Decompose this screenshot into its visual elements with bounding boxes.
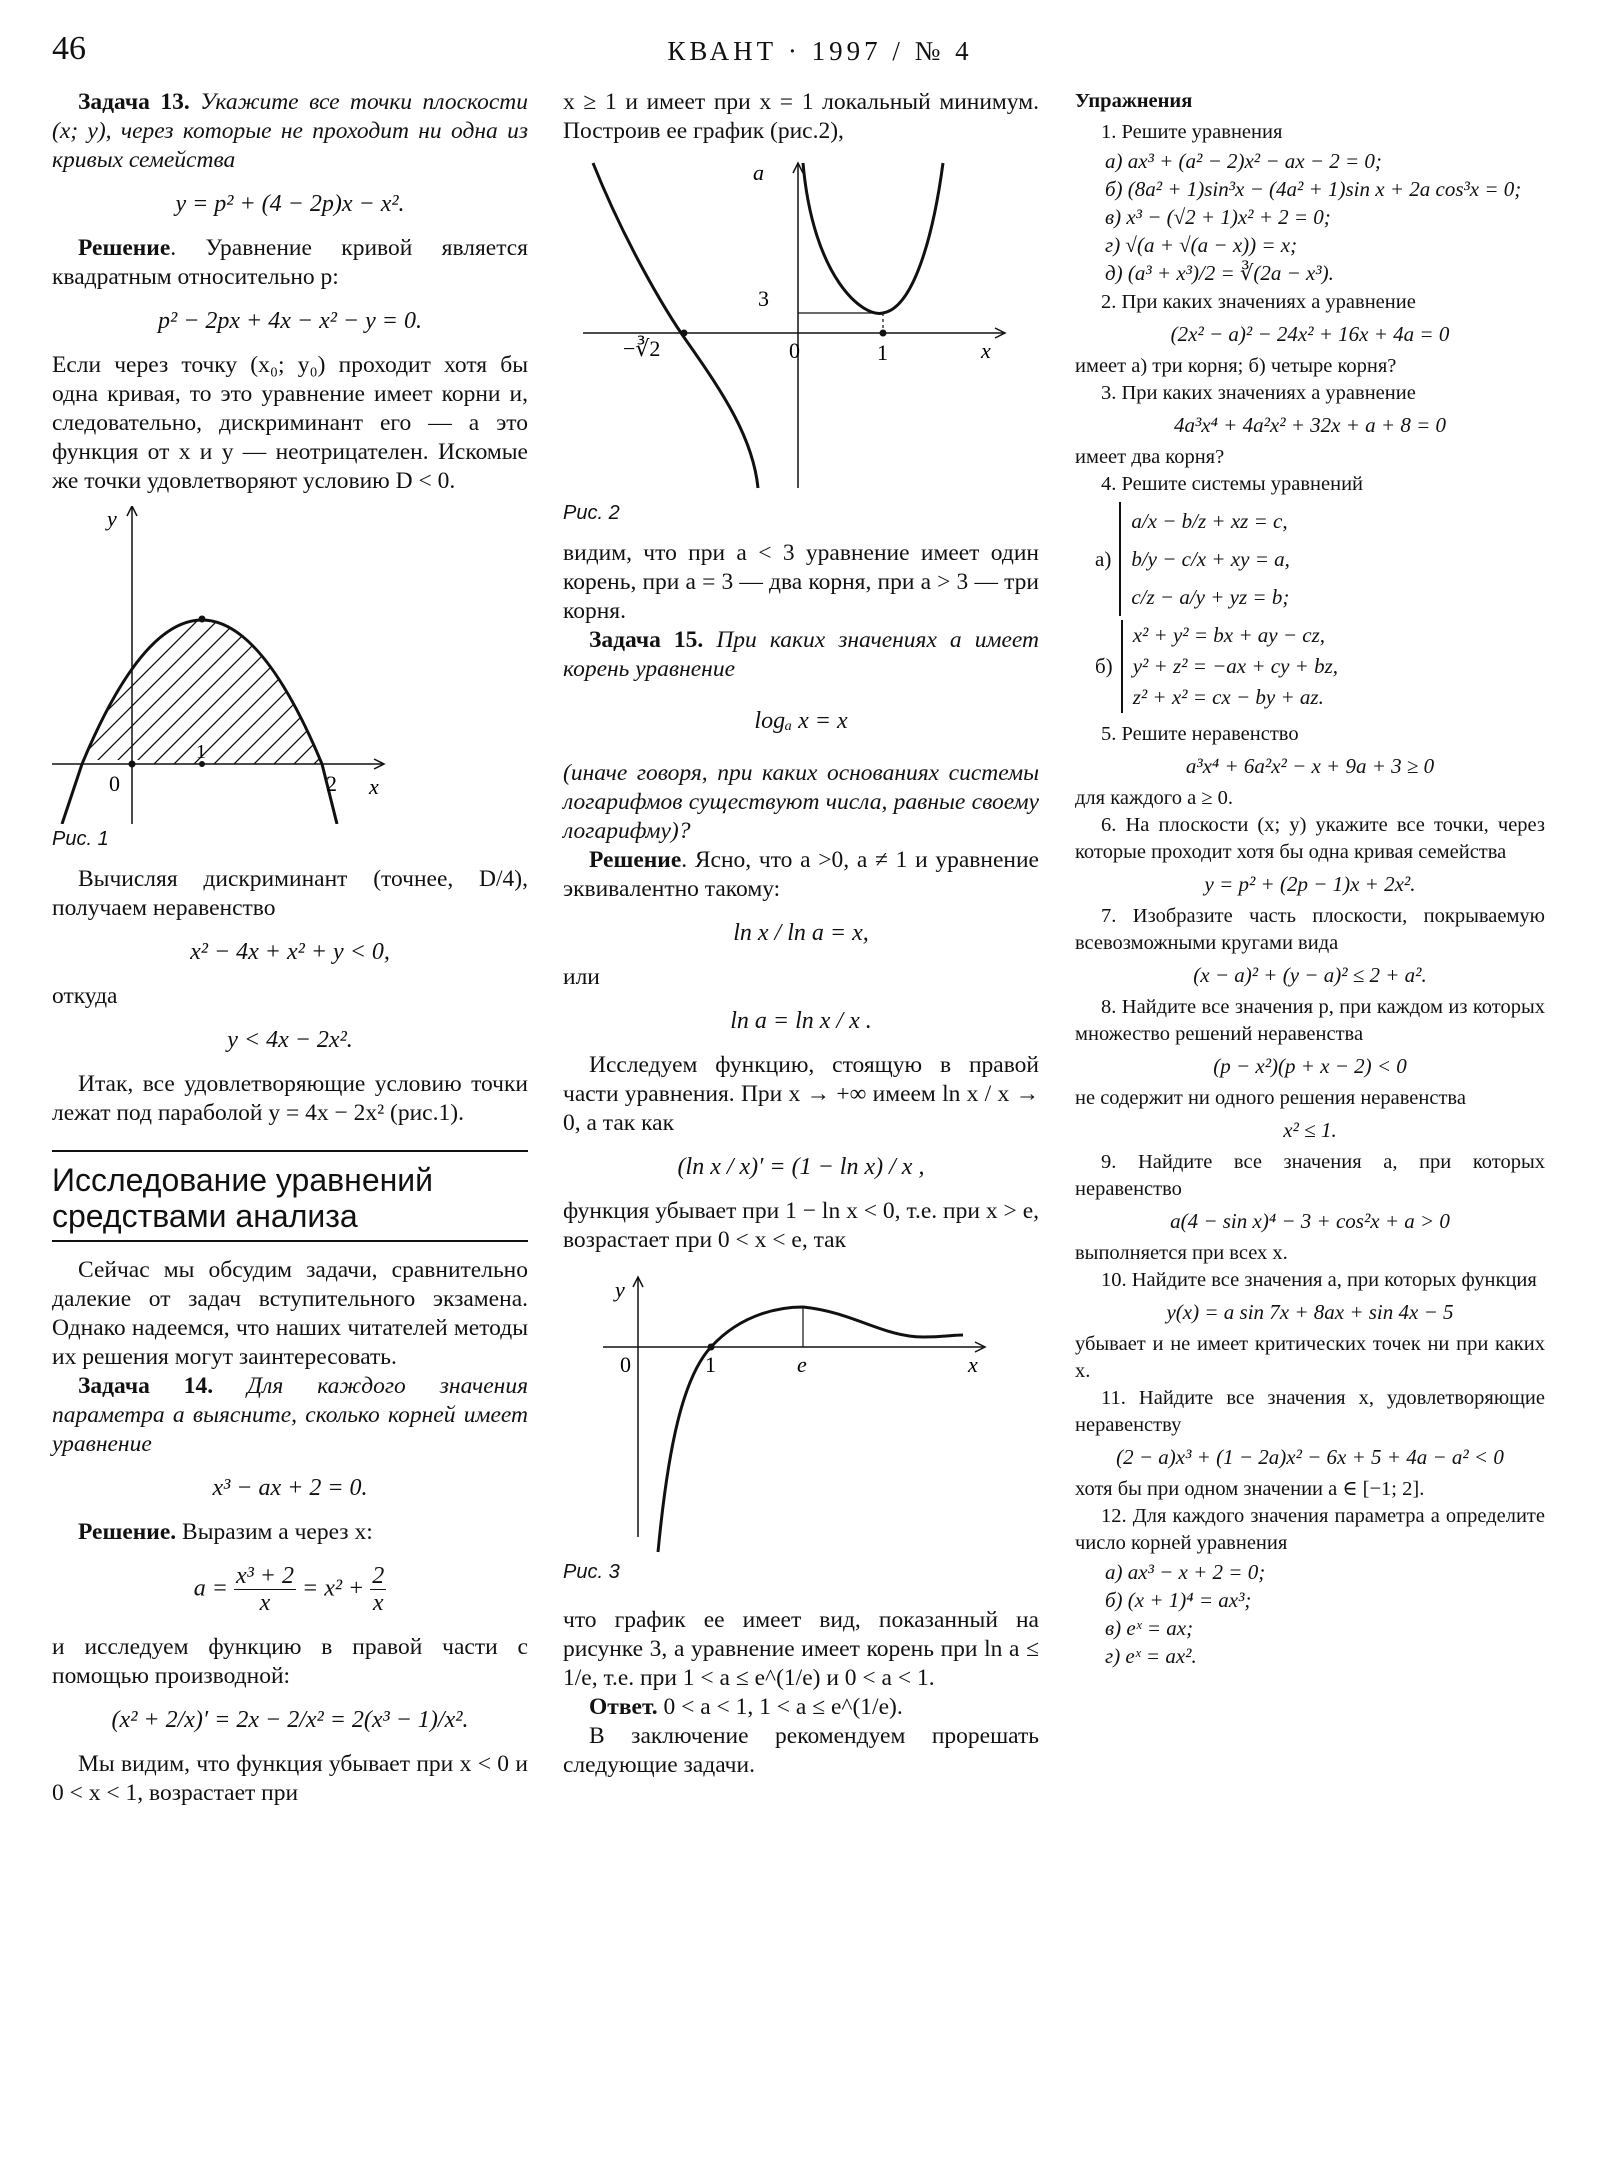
paragraph: видим, что при a < 3 уравнение имеет один корень, при a = 3 — два корня, при a > 3 — три корня. [563,540,1039,624]
tick-one: 1 [705,1352,716,1377]
figure-3-caption: Рис. 3 [563,1561,620,1583]
tick-two: 2 [326,771,337,796]
paragraph: (иначе говоря, при каких основаниях системы логарифмов существуют числа, равные своему логарифму)? [563,760,1039,844]
exercise-1: 1. Решите уравнения [1101,121,1283,143]
x-label: x [369,774,379,799]
equation: x² − 4x + x² + y < 0, [190,939,390,965]
y-label: y [615,1277,625,1302]
equation: (2 − a)x³ + (1 − 2a)x² − 6x + 5 + 4a − a² < 0 [1116,1445,1504,1469]
column-1 [52,88,528,1808]
equation: а) ax³ − x + 2 = 0; [1105,1560,1266,1584]
system-line: x² + y² = bx + ay − cz, [1132,623,1325,647]
system-a: а) a/x − b/z + xz = c, b/y − c/x + xy = a, c/z − a/y + yz = b; [1095,502,1545,616]
page-number: 46 [52,30,86,67]
tick-zero: 0 [789,338,800,363]
origin-dot [129,761,136,768]
equation: p² − 2px + 4x − x² − y = 0. [158,308,422,334]
tick-one: 1 [877,340,888,365]
system-line: b/y − c/x + xy = a, [1131,547,1290,571]
parabola-tails [62,764,337,824]
exercise-2: 2. При каких значениях a уравнение [1101,291,1416,313]
tick-neg: −∛2 [623,336,661,361]
figure-3 [563,1267,1039,1557]
equation: y = p² + (4 − 2p)x − x². [175,191,405,217]
equation: б) (x + 1)⁴ = ax³; [1105,1588,1252,1612]
paragraph: x ≥ 1 и имеет при x = 1 локальный минимум. Построив ее график (рис.2), [563,89,1039,144]
exercise-11: 11. Найдите все значения x, удовлетворяющие неравенству [1075,1387,1545,1436]
problem-14: Задача 14. Для каждого значения параметра a выясните, сколько корней имеет уравнение [52,1373,529,1457]
exercise-12: 12. Для каждого значения параметра a определите число корней уравнения [1075,1505,1545,1554]
problem-13: Задача 13. Укажите все точки плоскости (x; y), через которые не проходит ни одна из кривых семейства [52,89,529,173]
equation: (ln x / x)′ = (1 − ln x) / x , [677,1154,925,1180]
equation: г) eˣ = ax². [1105,1644,1197,1668]
equation: ln x / ln a = x, [733,920,869,946]
tick-zero: 0 [109,771,120,796]
left-branch [593,163,758,488]
equation: y = p² + (2p − 1)x + 2x². [1204,872,1416,896]
root-dot [708,1344,715,1351]
paragraph: В заключение рекомендуем прорешать следующие задачи. [563,1723,1039,1778]
exercise-text: убывает и не имеет критических точек ни при каких x. [1075,1333,1545,1382]
equation: (x − a)² + (y − a)² ≤ 2 + a². [1193,963,1427,987]
exercise-text: выполняется при всех x. [1075,1242,1288,1264]
equation: logₐ x = x [754,708,848,734]
equation: а) ax³ + (a² − 2)x² − ax − 2 = 0; [1105,149,1382,173]
equation: y(x) = a sin 7x + 8ax + sin 4x − 5 [1166,1300,1454,1324]
equation: x² ≤ 1. [1283,1118,1337,1142]
exercise-6: 6. На плоскости (x; y) укажите все точки, через которые проходит хотя бы одна кривая семейства [1075,814,1545,863]
figure-1-caption: Рис. 1 [52,828,109,850]
equation: г) √(a + √(a − x)) = x; [1105,233,1298,257]
journal-title: КВАНТ · 1997 / № 4 [667,36,973,66]
figure-2-caption: Рис. 2 [563,502,620,524]
x-label: x [981,338,991,363]
solution-14: Решение. Выразим a через x: [78,1519,373,1545]
system-b: б) x² + y² = bx + ay − cz, y² + z² = −ax + cy + bz, z² + x² = cx − by + az. [1095,620,1545,713]
equation: x³ − ax + 2 = 0. [212,1475,368,1501]
vertex-dot [199,616,206,623]
equation-a: a = $\frac{\text{x³ + 2}}{x}$ = x² + $\frac{2}{x}$ [193,1563,385,1617]
column-2 [563,88,1039,1780]
page-header [0,30,1600,74]
exercise-text: хотя бы при одном значении a ∈ [−1; 2]. [1075,1478,1425,1500]
equation: a³x⁴ + 6a²x² − x + 9a + 3 ≥ 0 [1185,754,1435,778]
exercise-text: имеет а) три корня; б) четыре корня? [1075,355,1397,377]
a-label: a [753,160,764,185]
paragraph: что график ее имеет вид, показанный на рисунке 3, а уравнение имеет корень при ln a ≤ 1/e, т.е. при 1 < a ≤ e^(1/e) и 0 < a < 1. [563,1607,1039,1691]
exercise-8: 8. Найдите все значения p, при каждом из которых множество решений неравенства [1075,996,1545,1045]
y-label: y [107,506,117,531]
paragraph: Если через точку (x₀; y₀) проходит хотя бы одна кривая, то это уравнение имеет корни и, следовательно, дискриминант его — а это функция от x и y — неотрицателен. Искомые же точки удовлетворяют условию D < 0. [52,352,528,494]
paragraph: и исследуем функцию в правой части с помощью производной: [52,1633,528,1689]
system-line: y² + z² = −ax + cy + bz, [1132,654,1339,678]
exercise-7: 7. Изобразите часть плоскости, покрываемую всевозможными кругами вида [1075,905,1545,954]
paragraph: Итак, все удовлетворяющие условию точки лежат под параболой y = 4x − 2x² (рис.1). [52,1071,528,1126]
exercise-10: 10. Найдите все значения a, при которых функция [1101,1269,1537,1291]
paragraph: Вычисляя дискриминант (точнее, D/4), получаем неравенство [52,866,528,921]
equation: 4a³x⁴ + 4a²x² + 32x + a + 8 = 0 [1173,413,1446,437]
root-dot [681,330,688,337]
paragraph: или [563,964,600,990]
equation: (p − x²)(p + x − 2) < 0 [1213,1054,1407,1078]
x-label: x [968,1352,978,1377]
system-line: a/x − b/z + xz = c, [1131,509,1288,533]
equation: ln a = ln x / x . [730,1008,872,1034]
equation: в) x³ − (√2 + 1)x² + 2 = 0; [1105,205,1331,229]
exercises-title: Упражнения [1075,90,1193,112]
paragraph: Сейчас мы обсудим задачи, сравнительно далекие от задач вступительного экзамена. Однако надеемся, что наших читателей методы их решения могут заинтересовать. [52,1257,528,1370]
equation: (2x² − a)² − 24x² + 16x + 4a = 0 [1170,322,1450,346]
exercise-9: 9. Найдите все значения a, при которых неравенство [1075,1151,1545,1200]
system-line: z² + x² = cx − by + az. [1132,685,1324,709]
paragraph: функция убывает при 1 − ln x < 0, т.е. при x > e, возрастает при 0 < x < e, так [563,1198,1039,1253]
solution-13: Решение. Уравнение кривой является квадратным относительно p: [52,235,528,290]
paragraph: откуда [52,983,118,1009]
tick-one: 1 [196,741,206,763]
equation: y < 4x − 2x². [227,1027,353,1053]
exercise-text: имеет два корня? [1075,446,1225,468]
curve [658,1307,963,1552]
equation: a(4 − sin x)⁴ − 3 + cos²x + a > 0 [1170,1209,1450,1233]
exercise-3: 3. При каких значениях a уравнение [1101,382,1416,404]
system-line: c/z − a/y + yz = b; [1131,585,1290,609]
figure-2 [563,158,1039,498]
point-one [880,330,887,337]
paragraph: Мы видим, что функция убывает при x < 0 и 0 < x < 1, возрастает при [52,1750,528,1806]
exercise-text: не содержит ни одного решения неравенства [1075,1087,1466,1109]
section-title: Исследование уравнений средствами анализа [52,1150,528,1242]
tick-e: e [797,1352,807,1377]
equation: д) (a³ + x³)/2 = ∛(2a − x³). [1105,261,1334,285]
equation: в) eˣ = ax; [1105,1616,1194,1640]
solution-15: Решение. Ясно, что a >0, a ≠ 1 и уравнение эквивалентно такому: [563,847,1039,902]
equation: (x² + 2/x)′ = 2x − 2/x² = 2(x³ − 1)/x². [111,1706,469,1733]
exercise-text: для каждого a ≥ 0. [1075,787,1234,809]
figure-1 [52,506,528,824]
tick-zero: 0 [620,1352,631,1377]
tick-three: 3 [758,286,769,311]
problem-15: Задача 15. При каких значениях a имеет корень уравнение [563,627,1039,682]
answer: Ответ. 0 < a < 1, 1 < a ≤ e^(1/e). [589,1694,903,1720]
paragraph: Исследуем функцию, стоящую в правой части уравнения. При x → +∞ имеем ln x / x → 0, а так как [563,1052,1039,1136]
right-branch [803,163,943,313]
exercise-5: 5. Решите неравенство [1101,723,1299,745]
column-3 [1075,88,1545,1672]
exercise-4: 4. Решите системы уравнений [1101,473,1364,495]
equation: б) (8a² + 1)sin³x − (4a² + 1)sin x + 2a cos³x = 0; [1105,177,1522,201]
